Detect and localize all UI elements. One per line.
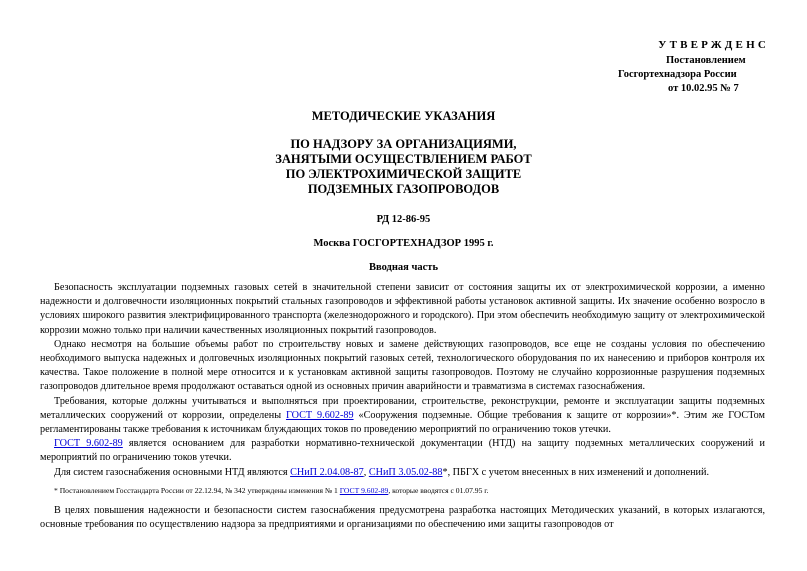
decree-block — [600, 54, 770, 96]
paragraph — [40, 395, 765, 438]
paragraph — [40, 466, 765, 480]
decree-line: Постановлением — [666, 55, 746, 66]
subtitle-line: ПО ЭЛЕКТРОХИМИЧЕСКОЙ ЗАЩИТЕ — [285, 167, 522, 181]
decree-line: Госгортехнадзора России — [618, 69, 737, 80]
snip-link[interactable]: СНиП 2.04.08-87 — [290, 466, 364, 478]
snip-link[interactable]: СНиП 3.05.02-88 — [368, 466, 443, 478]
publisher-line: Москва ГОСГОРТЕХНАДЗОР 1995 г. — [313, 238, 494, 249]
subtitle-line: ЗАНЯТЫМИ ОСУЩЕСТВЛЕНИЕМ РАБОТ — [275, 152, 532, 166]
footnote-text: * Постановлением Госстандарта России от 22.12.94, № 342 утверждены изменения № 1 — [54, 485, 340, 495]
paragraph — [40, 437, 765, 465]
footnote — [40, 486, 765, 496]
document-subtitle — [0, 137, 807, 197]
separator: , — [363, 466, 369, 478]
footnote-text: , которые вводятся с 01.07.95 г. — [388, 485, 489, 495]
section-heading: Вводная часть — [368, 262, 438, 273]
document-code: РД 12-86-95 — [376, 214, 431, 225]
paragraph-text: Требования, которые должны учитываться и выполняться при проектировании, строительстве, реконструкции, ремонте и эксплуатации защиты подземных металлических сооружений от коррозии, определены — [40, 395, 765, 421]
subtitle-line: ПО НАДЗОРУ ЗА ОРГАНИЗАЦИЯМИ, — [290, 137, 517, 151]
document-title: МЕТОДИЧЕСКИЕ УКАЗАНИЯ — [311, 109, 496, 123]
approval-stamp: УТВЕРЖДЕНС — [658, 39, 769, 51]
paragraph-text: *, ПБГХ с учетом внесенных в них изменений и дополнений. — [442, 466, 710, 478]
document-body — [40, 281, 765, 532]
subtitle-line: ПОДЗЕМНЫХ ГАЗОПРОВОДОВ — [307, 182, 500, 196]
paragraph: Безопасность эксплуатации подземных газовых сетей в значительной степени зависит от состояния защиты их от электрохимической коррозии, а именно надежности и долговечности изоляционных покрытий стальных газопроводов и эффективной работы установок активной защиты. Их значение особенно возросло в условиях широкого развития электрифицированного транспорта (железнодорожного и городского). При этом обеспечить необходимую защиту от электрохимической коррозии можно только при наличии качественных изоляционных покрытий газопроводов. — [40, 282, 765, 336]
paragraph: Однако несмотря на большие объемы работ по строительству новых и замене действующих газопроводов, все еще не созданы условия по обеспечению необходимого выпуска надежных и долговечных изоляционных покрытий газовых сетей, технологического оборудования по их нанесению и приборов контроля их качества. Такое положение в полной мере относится и к установкам активной защиты газопроводов. Поэтому не случайно коррозионные разрушения подземных газопроводов длительное время продолжают оставаться одной из основных причин аварийности и травматизма в системах газоснабжения. — [40, 338, 765, 393]
paragraph-text: является основанием для разработки нормативно-технической документации (НТД) на защиту подземных металлических сооружений и мероприятий по ограничению токов утечки. — [40, 438, 765, 464]
gost-link[interactable]: ГОСТ 9.602-89 — [286, 409, 354, 421]
paragraph: В целях повышения надежности и безопасности систем газоснабжения предусмотрена разработка настоящих Методических указаний, в которых излагаются, основные требования по осуществлению надзора за предприятиями и организациями по обеспечению ими защиты газопроводов от — [40, 504, 765, 531]
gost-link[interactable]: ГОСТ 9.602-89 — [54, 438, 123, 450]
paragraph-text: Для систем газоснабжения основными НТД являются — [54, 466, 291, 478]
gost-link[interactable]: ГОСТ 9.602-89 — [339, 485, 389, 495]
decree-line: от 10.02.95 № 7 — [668, 83, 739, 94]
paragraph-text: «Сооружения подземные. Общие требования к защите от коррозии»*. Этим же ГОСТом регламентированы также требования к источникам блуждающих токов по проведению мероприятий по ограничению токов утечки. — [40, 409, 766, 436]
